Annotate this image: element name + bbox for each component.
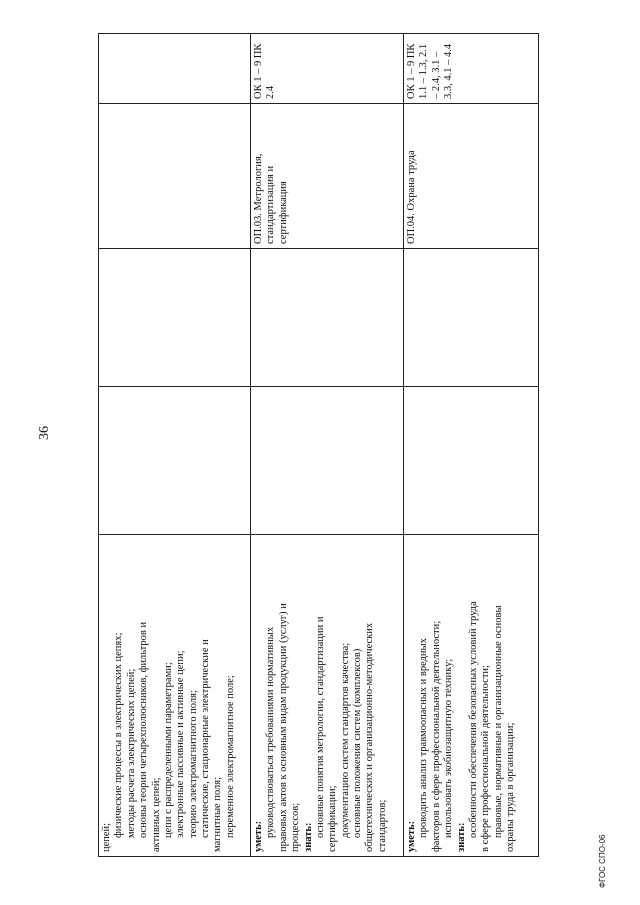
table-row <box>99 34 251 857</box>
discipline-cell <box>99 104 251 249</box>
content-cell <box>99 535 251 857</box>
content-line: в сфере профессиональной деятельности; <box>480 665 492 852</box>
section-heading: знать: <box>455 822 467 852</box>
competency-table <box>98 33 539 857</box>
content-line: руководствоваться требованиями нормативных <box>265 626 277 838</box>
empty-cell <box>99 387 251 535</box>
content-line: электронные пассивные и активные цепи; <box>175 650 187 838</box>
empty-cell <box>404 387 539 535</box>
content-line: переменное электромагнитное поле; <box>224 675 236 838</box>
content-line: процессов; <box>290 802 302 852</box>
empty-cell <box>404 249 539 387</box>
content-line: особенности обеспечения безопасных условий труда <box>467 601 479 838</box>
section-heading: знать: <box>302 822 314 852</box>
content-line: теорию электромагнитного поля; <box>187 690 199 838</box>
content-line: охраны труда в организации; <box>505 722 516 852</box>
competence-cell: ОК 1 – 9 ПК 2.4 <box>251 34 404 104</box>
rotated-table-wrapper <box>98 34 538 857</box>
content-line: общетехнических и организационно-методических <box>364 622 376 852</box>
empty-cell <box>251 249 404 387</box>
content-line: проводить анализ травмоопасных и вредных <box>418 638 430 838</box>
content-line: основные понятия метрологии, стандартизации и <box>314 616 326 838</box>
content-line: использовать экобиозащитную технику; <box>443 658 455 838</box>
content-line: стандартов; <box>376 799 388 852</box>
content-line: факторов в сфере профессиональной деятельности; <box>430 620 442 852</box>
empty-cell <box>251 387 404 535</box>
empty-cell <box>99 249 251 387</box>
section-heading: уметь: <box>253 820 264 852</box>
discipline-cell: ОП.04. Охрана труда <box>404 104 539 249</box>
content-line: правовых актов к основным видам продукции (услуг) и <box>277 603 289 852</box>
footer-label: ФГОС СПО-06 <box>598 834 607 888</box>
content-line: физические процессы в электрических цепях; <box>113 632 125 838</box>
content-line: цепи с распределенными параметрами; <box>162 662 174 838</box>
content-line: цепей; <box>101 822 112 852</box>
discipline-cell: ОП.03. Метрология, стандартизация и сертификация <box>251 104 404 249</box>
content-line: основы теории четырехполюсников, фильтров и <box>138 621 150 838</box>
table-row <box>251 34 404 857</box>
table-row <box>404 34 539 857</box>
content-line: документацию систем стандартов качества; <box>339 642 351 838</box>
competence-cell <box>99 34 251 104</box>
competence-cell: ОК 1 – 9 ПК 1.1 – 1.3, 2.1 – 2.4, 3.1 – 3.3, 4.1 – 4.4 <box>404 34 539 104</box>
content-line: основные положения систем (комплексов) <box>352 648 363 838</box>
content-line: правовые, нормативные и организационные основы <box>492 605 504 838</box>
content-line: активных цепей; <box>150 777 162 852</box>
page-number: 36 <box>37 426 52 440</box>
content-line: сертификации; <box>327 785 339 852</box>
content-line: методы расчета электрических цепей; <box>125 668 137 838</box>
content-line: статические, стационарные электрические и <box>200 639 211 838</box>
section-heading: уметь: <box>406 820 417 852</box>
content-cell <box>404 535 539 857</box>
content-cell <box>251 535 404 857</box>
content-line: магнитные поля; <box>212 776 224 852</box>
